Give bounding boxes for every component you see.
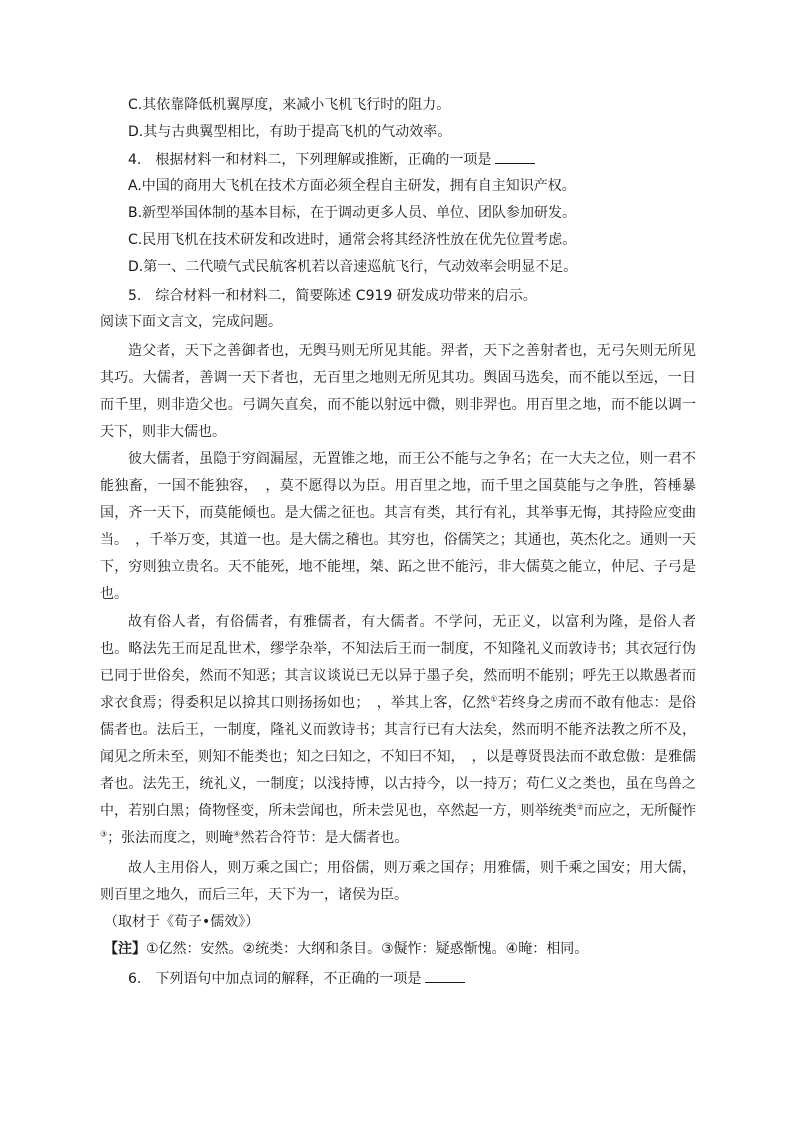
- q3-option-d: D.其与古典翼型相比，有助于提高飞机的气动效率。: [128, 124, 452, 140]
- footnote-marker-2: ②: [576, 802, 584, 812]
- p3-part-c: 而应之，无所儗怍: [583, 803, 697, 819]
- notes-text: ①亿然：安然。②统类：大纲和条目。③儗怍：疑惑惭愧。④晻：相同。: [146, 941, 589, 957]
- q3-option-c: C.其依靠降低机翼厚度，来减小飞机飞行时的阻力。: [128, 97, 451, 113]
- q4-option-b: B.新型举国体制的基本目标，在于调动更多人员、单位、团队参加研发。: [128, 205, 577, 221]
- q6-stem-text: 6. 下列语句中加点词的解释，不正确的一项是: [128, 971, 422, 987]
- p3-part-a: 故有俗人者，有俗儒者，有雅儒者，有大儒者。不学问，无正义，以富利为隆，是俗人者也。略法先王而足乱世术，缪学杂举，不知法后王而一制度，不知隆礼义而敦诗书；其衣冠行伪已同于世俗矣，然而不知恶；其言议谈说已无以异于墨子矣，然而明不能别；呼先王以欺愚者而求衣食焉；得委积足以揜其口则扬扬如也； ，举其上客，亿然: [100, 614, 696, 711]
- q4-option-d: D.第一、二代喷气式民航客机若以音速巡航飞行，气动效率会明显不足。: [128, 259, 578, 275]
- passage-paragraph-2: 彼大儒者，虽隐于穷阎漏屋，无置锥之地，而王公不能与之争名；在一大夫之位，则一君不能独畜，一国不能独容， ，莫不愿得以为臣。用百里之地，而千里之国莫能与之争胜，笞棰暴国，齐一天下，而莫能倾也。是大儒之征也。其言有类，其行有礼，其举事无悔，其持险应变曲当。 ，千举万变，其道一也。是大儒之稽也。其穷也，俗儒笑之；其通也，英杰化之。通则一天下，穷则独立贵名。天不能死，地不能埋，桀、跖之世不能污，非大儒莫之能立，仲尼、子弓是也。: [100, 451, 696, 602]
- answer-blank: [425, 968, 465, 983]
- q4-stem: [128, 149, 535, 170]
- q6-stem: [128, 968, 465, 989]
- q4-option-c: C.民用飞机在技术研发和改进时，通常会将其经济性放在优先位置考虑。: [128, 232, 577, 248]
- q5-stem: 5. 综合材料一和材料二，简要陈述 C919 研发成功带来的启示。: [128, 288, 537, 304]
- p3-part-b: 若终身之虏而不敢有他志：是俗儒者也。法后王，一制度，隆礼义而敦诗书；其言行已有大法矣，然而明不能齐法教之所不及，闻见之所未至，则知不能类也；知之曰知之，不知曰不知， ，以是尊贤畏法而不敢怠傲：是雅儒者也。法先王，统礼义，一制度；以浅持博，以古持今，以一持万；苟仁义之类也，虽在鸟兽之中，若别白黑；倚物怪变，所未尝闻也，所未尝见也，卒然起一方，则举统类: [100, 695, 697, 819]
- q4-option-a: A.中国的商用大飞机在技术方面必须全程自主研发，拥有自主知识产权。: [128, 178, 576, 194]
- p3-part-e: 然若合符节：是大儒者也。: [240, 830, 409, 846]
- notes-label: 【注】: [104, 941, 146, 957]
- passage-notes: [104, 939, 588, 959]
- p3-part-d: ；张法而度之，则晻: [107, 830, 234, 846]
- passage-paragraph-1: 造父者，天下之善御者也，无舆马则无所见其能。羿者，天下之善射者也，无弓矢则无所见其巧。大儒者，善调一天下者也，无百里之地则无所见其功。舆固马选矣，而不能以至远，一日而千里，则非造父也。弓调矢直矣，而不能以射远中微，则非羿也。用百里之地，而不能以调一天下，则非大儒也。: [100, 343, 696, 440]
- answer-blank: [495, 149, 535, 164]
- reading-intro: 阅读下面文言文，完成问题。: [100, 314, 282, 330]
- footnote-marker-1: ①: [490, 694, 498, 704]
- passage-paragraph-3: [100, 609, 696, 852]
- footnote-marker-4: ④: [233, 829, 241, 839]
- passage-source: （取材于《荀子•儒效》）: [104, 914, 260, 930]
- footnote-marker-3: ③: [100, 829, 108, 839]
- q4-stem-text: 4. 根据材料一和材料二，下列理解或推断，正确的一项是: [128, 152, 492, 168]
- passage-paragraph-4: 故人主用俗人，则万乘之国亡；用俗儒，则万乘之国存；用雅儒，则千乘之国安；用大儒，则百里之地久，而后三年，天下为一，诸侯为臣。: [100, 860, 696, 903]
